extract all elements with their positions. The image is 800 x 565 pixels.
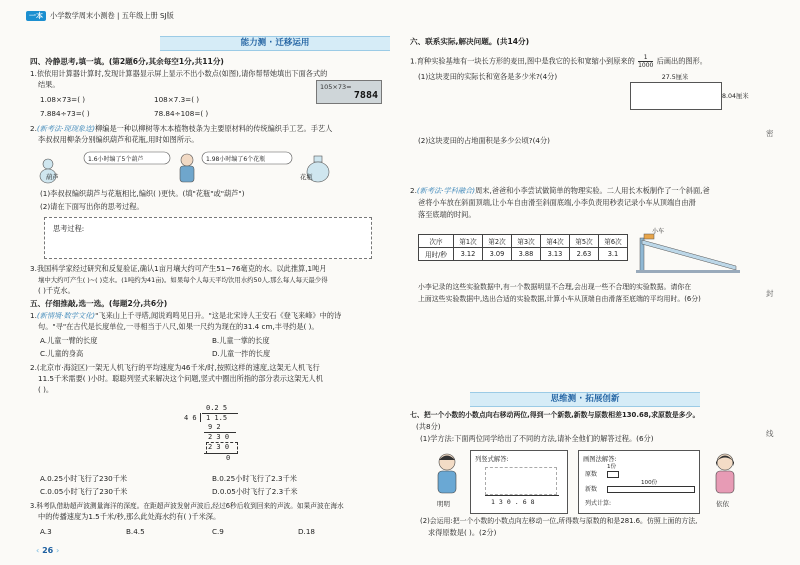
q4-3-line2: 壤中大约可产生( )~( )克水。(1吨约为41亩)。如果每个人每天平均饮用水约50人,那么每人每天最少得 — [38, 276, 328, 284]
q5-1-line1: 1.(新情境·数学文化)"飞来山上千寻塔,闻说鸡鸣见日升。"这是北宋诗人王安石《登飞来峰》中的诗 — [30, 311, 342, 320]
table-header-cell: 第2次 — [482, 235, 511, 248]
left-banner-title: 能力测 · 迁移运用 — [240, 38, 310, 48]
boy-name: 明明 — [437, 500, 450, 508]
digit: . — [514, 498, 523, 506]
q6-2-line5: 上面这些实验数据中,选出合适的实验数据,计算小车从顶端自由滑落至底端的平均用时。(6分) — [418, 295, 701, 303]
series-title: 小学数学周末小测卷 — [50, 11, 115, 20]
table-header-cell: 第3次 — [511, 235, 540, 248]
section-7-line1: 七、把一个小数的小数点向右移动两位,得到一个新数,新数与原数相差130.68,求原数是多少。 — [410, 411, 700, 419]
ramp-ground — [636, 270, 740, 273]
section-7-line2: (共8分) — [416, 422, 441, 431]
q5-2-option-b[interactable]: B.0.25小时飞行了2.3千米 — [212, 474, 297, 483]
q5-1-text: "飞来山上千寻塔,闻说鸡鸣见日升。"这是北宋诗人王安石《登飞来峰》中的诗 — [95, 311, 342, 320]
q4-1-expr-4: 78.84÷108=( ) — [154, 109, 209, 118]
q7-sub2-line1: (2)会运用:把一个小数的小数点向左移动一位,所得数与原数的和是281.6。仿照上面的方法, — [420, 517, 698, 525]
q5-2-option-a[interactable]: A.0.25小时飞行了230千米 — [40, 474, 128, 483]
q6-1-sub2: (2)这块麦田的占地面积是多少公顷?(4分) — [418, 136, 550, 145]
q4-1-expr-3: 7.884÷73=( ) — [40, 109, 90, 118]
long-division — [184, 404, 244, 474]
new-number-label: 新数 — [585, 486, 598, 493]
division-line-2 — [204, 453, 236, 454]
division-bracket — [200, 413, 201, 422]
original-number-label: 原数 — [585, 471, 598, 478]
girl-icon — [710, 452, 740, 498]
rect-width-label: 27.5厘米 — [661, 74, 689, 81]
vertical-method-card — [470, 450, 568, 514]
q5-2-option-d[interactable]: D.0.05小时飞行了2.3千米 — [212, 487, 298, 496]
table-header-cell: 第4次 — [540, 235, 569, 248]
q5-2-line2: 11.5千米需要( )小时。聪聪列竖式来解决这个问题,竖式中圈出所指的部分表示这架无人机 — [38, 374, 323, 383]
craftsman-icon — [180, 154, 194, 182]
q6-2-line3: 落至底端的时间。 — [418, 210, 476, 219]
q4-1-line2: 结果。 — [38, 80, 60, 89]
rect-height-label: 8.04厘米 — [722, 93, 749, 100]
scale-fraction — [638, 54, 653, 69]
bubble-gourd-text: 1.6小时编了5个葫芦 — [88, 156, 144, 163]
right-banner-title: 思维测 · 拓展创新 — [550, 394, 620, 404]
boy-icon — [432, 452, 462, 498]
q5-3-option-c[interactable]: C.9 — [212, 527, 224, 536]
division-divisor: 4 6 — [184, 414, 197, 422]
experiment-table — [418, 234, 628, 261]
card1-result — [491, 498, 539, 506]
thinking-process-box[interactable] — [44, 217, 372, 259]
q5-1-option-a[interactable]: A.儿童一臂的长度 — [40, 336, 98, 345]
table-header-cell: 次序 — [419, 235, 454, 248]
page-number: ‹ 26 › — [36, 546, 60, 555]
q4-3-line1: 3.我国科学家经过研究和反复验证,确认1亩月壤大约可产生51~76毫克的水。以此推算,1吨月 — [30, 264, 327, 273]
q5-1-tag: (新情境·数学文化) — [36, 311, 96, 320]
q5-1-option-c[interactable]: C.儿童的身高 — [40, 349, 84, 358]
section-6-title: 六、联系实际,解决问题。(共14分) — [410, 37, 530, 46]
bubble-vase-text: 1.98小时编了6个花瓶 — [206, 156, 266, 163]
q5-3-option-a[interactable]: A.3 — [40, 527, 52, 536]
q5-1-option-b[interactable]: B.儿童一掌的长度 — [212, 336, 270, 345]
digit: 1 — [491, 498, 499, 506]
division-row-3: 2 3 0 — [208, 443, 230, 451]
original-bar — [607, 471, 619, 478]
calculator-display — [316, 80, 382, 104]
q4-1-expr-1: 1.08×73=( ) — [40, 95, 86, 104]
q7-sub1: (1)学方法:下面两位同学给出了不同的方法,请补全他们的解答过程。(6分) — [420, 434, 654, 443]
card1-blank-area[interactable] — [485, 467, 557, 495]
table-row-label: 用时/秒 — [419, 248, 454, 261]
gutter-mark-3: 线 — [766, 429, 774, 438]
page-number-value: 26 — [42, 546, 54, 555]
q5-1-option-d[interactable]: D.儿童一拃的长度 — [212, 349, 271, 358]
digit: 3 — [498, 498, 507, 506]
q4-3-line3: ( )千克水。 — [38, 286, 75, 295]
q5-3-line2: 中的传播速度为1.5千米/秒,那么此处海水约有( )千米深。 — [38, 512, 221, 521]
brand-logo: 一本 — [26, 11, 46, 21]
q4-2-sub1: (1)李叔叔编织葫芦与花瓶相比,编织( )更快。(填"花瓶"或"葫芦") — [40, 189, 245, 198]
girl-name: 依依 — [716, 500, 729, 508]
table-header-cell: 第5次 — [569, 235, 598, 248]
part-100-label: 100份 — [641, 480, 658, 486]
section-5-title: 五、仔细推敲,选一选。(每题2分,共6分) — [30, 299, 168, 308]
q4-1-expr-2: 108×7.3=( ) — [154, 95, 200, 104]
vase-caption: 花瓶 — [300, 174, 313, 181]
header-separator: | — [117, 11, 120, 20]
q5-1-line2: 句。"寻"在古代是长度单位,一寻相当于八尺,如果一尺约为现在的31.4 cm,丰寻约是( )。 — [38, 322, 319, 331]
table-row — [419, 248, 628, 261]
table-cell: 2.63 — [569, 248, 598, 261]
q6-2-text: 周末,爸爸和小李尝试做简单的物理实验。二人用长木板制作了一个斜面,爸 — [475, 186, 710, 195]
q6-1-text-b: 后画出的图形。 — [656, 56, 707, 66]
digit: 8 — [530, 498, 539, 506]
q6-1-line1 — [410, 54, 707, 69]
q5-3-line1: 3.科考队借助超声波测量海洋的深度。在距超声波发射声波后,经过6秒后收到回来的声波。如果声波在海水 — [30, 502, 344, 510]
header-title — [50, 11, 174, 21]
ramp-board — [642, 240, 736, 270]
calculator-expression: 105×73= — [320, 83, 352, 91]
q6-2-line4: 小李记录的这些实验数据中,有一个数据明显不合理,会出现一些不合理的实验数据。请你在 — [418, 283, 692, 291]
gutter-mark-2: 封 — [766, 289, 774, 298]
table-header-cell: 第1次 — [453, 235, 482, 248]
q5-3-option-b[interactable]: B.4.5 — [126, 527, 145, 536]
table-cell: 3.1 — [598, 248, 627, 261]
q6-2-line1: 2.(新考法·学科融合)周末,爸爸和小李尝试做简单的物理实验。二人用长木板制作了一个斜面,爸 — [410, 186, 710, 195]
table-cell: 3.09 — [482, 248, 511, 261]
q5-2-line1: 2.(北京市·海淀区)一架无人机飞行的平均速度为46千米/时,按照这样的速度,这架无人机飞行 — [30, 363, 320, 372]
cart-label: 小车 — [652, 228, 665, 235]
q4-1-line1: 1.依依用计算器计算时,发现计算器显示屏上显示不出小数点(如图),请你帮帮她填出下面各式的 — [30, 69, 328, 78]
q6-1-sub1: (1)这块麦田的实际长和宽各是多少米?(4分) — [418, 72, 558, 81]
digit: 6 — [522, 498, 531, 506]
q6-2-line2: 爸将小车放在斜面顶端,让小车自由滑至斜面底端,小李负责用秒表记录小车从顶端自由滑 — [418, 198, 696, 207]
field-rectangle — [630, 82, 722, 110]
right-banner — [470, 392, 700, 407]
thinking-process-label: 思考过程: — [53, 224, 85, 233]
q4-2-sub2: (2)请在下面写出你的思考过程。 — [40, 202, 144, 211]
table-header-cell: 第6次 — [598, 235, 627, 248]
division-row-2: 2 3 0 — [208, 433, 230, 441]
q4-2-text: 柳编是一种以柳树等木本植物枝条为主要原材料的传统编织手工艺。手艺人 — [95, 124, 333, 133]
table-cell: 3.13 — [540, 248, 569, 261]
drawing-method-card — [578, 450, 700, 514]
table-cell: 3.88 — [511, 248, 540, 261]
calculator-result: 7884 — [353, 90, 378, 101]
fraction-denominator: 1000 — [638, 62, 654, 69]
gutter-mark-1: 密 — [766, 129, 774, 138]
card1-title: 列竖式解答: — [475, 456, 509, 463]
digit: 0 — [506, 498, 515, 506]
q4-2-tag: (新考法·现现象连) — [36, 124, 96, 133]
division-row-1: 9 2 — [208, 423, 221, 431]
division-quotient: 0.2 5 — [206, 404, 228, 412]
division-row-4: 0 — [226, 454, 231, 462]
fraction-numerator: 1 — [638, 54, 653, 62]
table-cell: 3.12 — [453, 248, 482, 261]
q7-sub2-line2: 求得原数是( )。(2分) — [428, 528, 497, 537]
formula-label: 列式计算: — [585, 500, 612, 507]
new-bar — [607, 486, 695, 493]
left-banner — [160, 36, 390, 51]
q4-2-line2: 李叔叔用柳条分别编织葫芦和花瓶,用时如图所示。 — [38, 135, 199, 144]
q4-2-illustration — [34, 148, 364, 184]
q5-2-option-c[interactable]: C.0.05小时飞行了230千米 — [40, 487, 128, 496]
q5-3-option-d[interactable]: D.18 — [298, 527, 315, 536]
gourd-caption: 葫芦 — [46, 174, 59, 181]
grade-label: 五年级上册 SJ版 — [121, 11, 174, 20]
division-dividend: 1 1.5 — [206, 414, 228, 422]
q4-2-line1: 2.(新考法·现现象连)柳编是一种以柳树等木本植物枝条为主要原材料的传统编织手工艺。手艺人 — [30, 124, 333, 133]
q6-2-tag: (新考法·学科融合) — [416, 186, 476, 195]
table-header-row — [419, 235, 628, 248]
q5-2-line3: ( )。 — [38, 385, 54, 394]
card2-title: 画图法解答: — [583, 456, 617, 463]
section-4-title: 四、冷静思考,填一填。(第2题6分,其余每空1分,共11分) — [30, 57, 224, 66]
q6-1-text: 1.育种实验基地有一块长方形的麦田,图中是我它的长和宽缩小到原来的 — [410, 56, 635, 66]
card1-sum-line — [485, 495, 559, 496]
part-1-label: 1份 — [607, 464, 617, 470]
